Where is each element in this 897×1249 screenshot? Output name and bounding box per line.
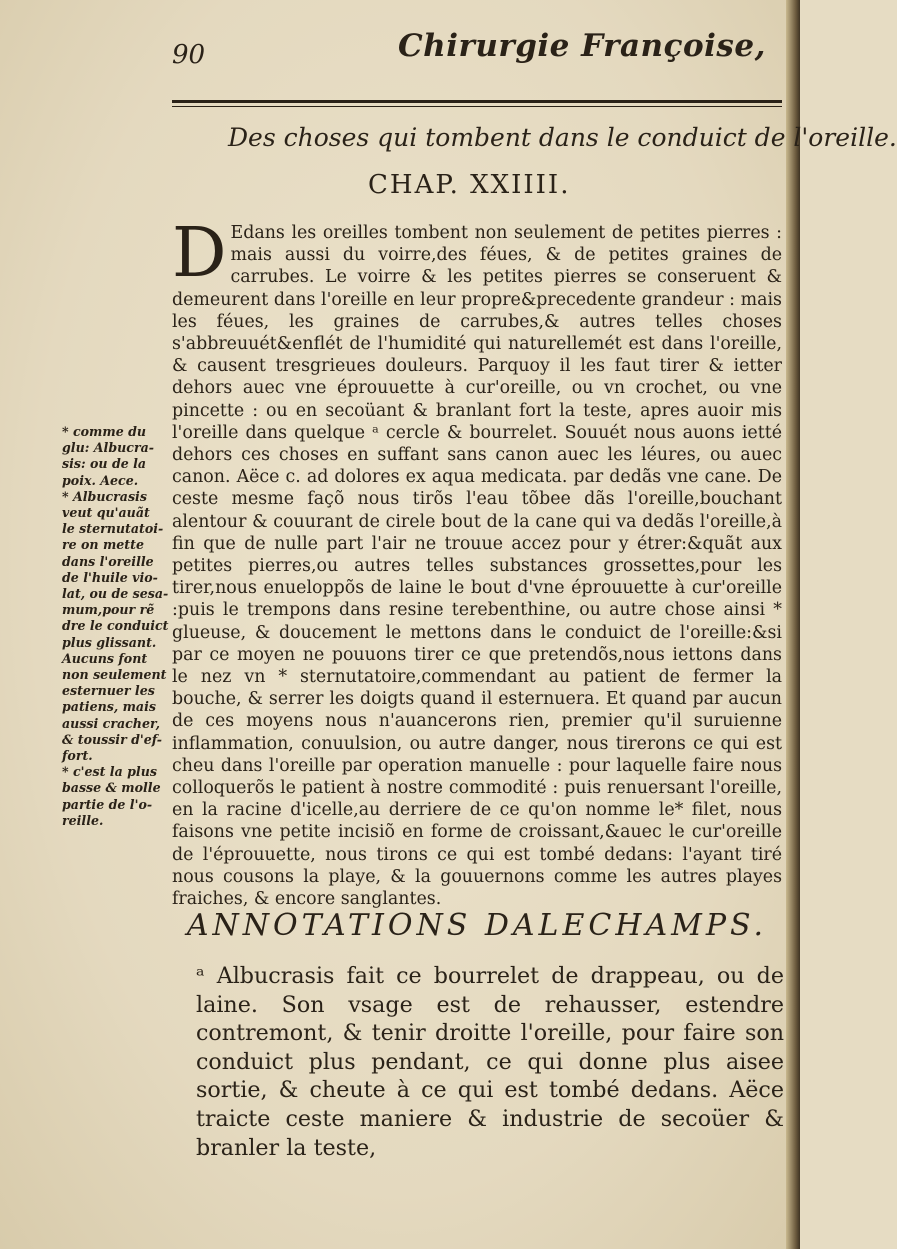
section-title: Des choses qui tombent dans le conduict de l'oreille.: [228, 123, 897, 152]
annotation-marker: ᵃ: [196, 963, 205, 989]
margin-note-line: mum,pour rẽ: [62, 602, 155, 618]
chapter-body-text: Edans les oreilles tombent non seulement de petites pierres : mais aussi du voirre,des féues, & de petites graines de carrubes. Le voirre & les petites pierres se conseruent & demeurent dans l'oreille en leur propre&precedente grandeur : mais les féues, les graines de carrubes,& autres telles choses s'abbreuuét&enflét de l'humidité qui naturellemét est dans l'oreille, & causent tresgrieues douleurs. Parquoy il les faut tirer & ietter dehors auec vne éprouuette à cur'oreille, ou vn crochet, ou vne pincette : ou en secoüant & branlant fort la teste, apres auoir mis l'oreille dans quelque ᵃ cercle & bourrelet. Souuét nous auons ietté dehors ces choses en suffant sans canon auec les léures, ou auec canon. Aëce c. ad dolores ex aqua medicata. par dedãs vne cane. De ceste mesme façõ nous tirõs l'eau tõbee dãs l'oreille,bouchant alentour & couurant de cirele bout de la cane qui va dedãs l'oreille,à fin que de nulle part l'air ne trouue accez pour y étrer:&quãt aux petites pierres,ou autres telles substances grossettes,pour les tirer,nous enueloppõs de laine le bout d'vne éprouuette à cur'oreille :puis le trempons dans resine terebenthine, ou autre chose ainsi * glueuse, & doucement le mettons dans le conduict de l'oreille:&si par ce moyen ne pouuons tirer ce que pretendõs,nous iettons dans le nez vn * sternutatoire,commendant au patient de fermer la bouche, & serrer les doigts quand il esternuera. Et quand par aucun de ces moyens nous n'auancerons rien, premier qu'il suruienne inflammation, conuulsion, ou autre danger, nous tirerons ce qui est cheu dans l'oreille par operation manuelle : pour laquelle faire nous colloquerõs le patient à nostre commodité : puis renuersant l'oreille, en la racine d'icelle,au derriere de ce qu'on nomme le* filet, nous faisons vne petite incisiõ en forme de croissant,&auec le cur'oreille de l'éprouuette, nous tirons ce qui est tombé dedans: l'ayant tiré nous cousons la playe, & la gouuernons comme les autres playes fraiches, & encore sanglantes.: [172, 223, 782, 910]
margin-note-line: dans l'oreille: [62, 553, 154, 569]
margin-note-line: le sternutatoi-: [62, 521, 164, 537]
margin-note-line: plus glissant.: [62, 634, 157, 650]
drop-cap: D: [172, 214, 227, 293]
margin-notes: [62, 424, 172, 829]
margin-note-line: fort.: [62, 748, 93, 764]
annotations-heading: ANNOTATIONS DALECHAMPS.: [186, 908, 768, 943]
margin-note-line: & toussir d'ef-: [62, 731, 162, 747]
margin-note-line: * comme du: [62, 424, 147, 439]
margin-note-line: re on mette: [62, 537, 144, 553]
margin-note-line: reille.: [62, 812, 104, 828]
chapter-body: [172, 214, 782, 910]
margin-note-line: lat, ou de sesa-: [62, 586, 169, 602]
margin-note-line: poix. Aece.: [62, 472, 139, 488]
running-title: Chirurgie Françoise,: [398, 28, 766, 64]
margin-note-line: de l'huile vio-: [62, 569, 158, 585]
margin-note-line: patiens, mais: [62, 699, 156, 715]
margin-note-line: Aucuns font: [62, 650, 148, 666]
chapter-number: CHAP. XXIIII.: [368, 170, 571, 200]
margin-note-line: sis: ou de la: [62, 456, 147, 472]
margin-note-line: glu: Albucra-: [62, 440, 154, 456]
header-rule-thick: [172, 100, 782, 103]
margin-note-line: * c'est la plus: [62, 764, 157, 780]
margin-note-line: aussi cracher,: [62, 715, 161, 731]
annotations-text: Albucrasis fait ce bourrelet de drappeau, ou de laine. Son vsage est de rehausser, estendre contremont, & tenir droitte l'oreille, pour faire son conduict plus pendant, ce qui donne plus aisee sortie, & cheute à ce qui est tombé dedans. Aëce traicte ceste maniere & industrie de secoüer & branler la teste,: [196, 963, 784, 1161]
annotations-body: [172, 962, 784, 1162]
margin-note-line: veut qu'auãt: [62, 505, 150, 521]
margin-note-line: basse & molle: [62, 780, 161, 796]
margin-note-line: partie de l'o-: [62, 796, 153, 812]
page-edge-shadow: [786, 0, 800, 1249]
margin-note-line: esternuer les: [62, 683, 155, 699]
page-number: 90: [172, 40, 206, 70]
margin-note-line: non seulement: [62, 667, 167, 683]
header-rule-thin: [172, 106, 782, 107]
margin-note-line: * Albucrasis: [62, 488, 147, 504]
margin-note-line: dre le conduict: [62, 618, 169, 634]
